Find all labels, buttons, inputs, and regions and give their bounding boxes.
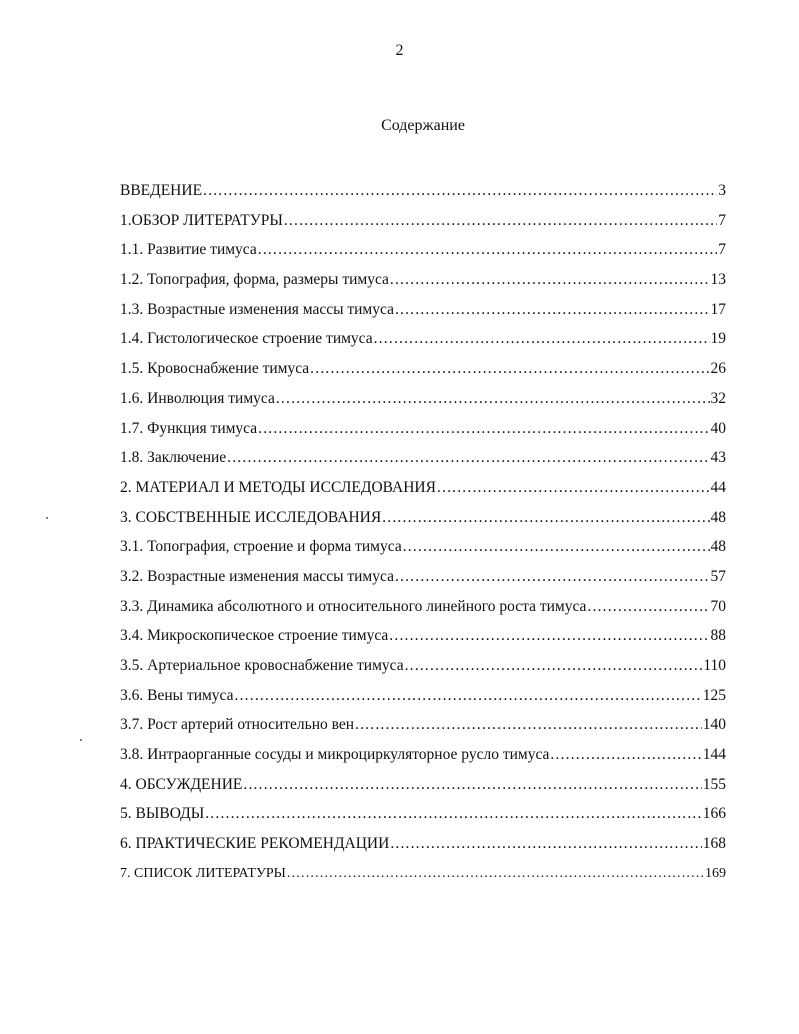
toc-entry[interactable]	[120, 859, 726, 889]
toc-entry-page: 140	[702, 716, 726, 734]
dot-leader	[203, 176, 717, 206]
toc-entry[interactable]	[120, 562, 726, 592]
toc-entry-page: 7	[718, 211, 726, 229]
toc-entry-label: 1.2. Топография, форма, размеры тимуса	[120, 271, 389, 289]
toc-entry-page: 19	[710, 330, 726, 348]
toc-entry-label: 3.7. Рост артерий относительно вен	[120, 716, 355, 734]
toc-entry-page: 110	[703, 657, 726, 674]
dot-leader	[390, 829, 701, 859]
toc-entry-page: 13	[710, 271, 726, 289]
toc-entry-page: 48	[710, 538, 726, 556]
toc-entry-label: 1.7. Функция тимуса	[120, 419, 258, 437]
toc-entry-label: 3.4. Микроскопическое строение тимуса	[120, 627, 389, 645]
toc-entry[interactable]	[120, 176, 726, 206]
toc-entry[interactable]	[120, 235, 726, 265]
toc-entry-label: ВВЕДЕНИЕ	[120, 182, 203, 199]
toc-entry[interactable]	[120, 740, 726, 770]
dot-leader	[284, 206, 717, 236]
toc-entry-page: 169	[705, 865, 726, 881]
scan-speck	[46, 517, 48, 519]
toc-entry-page: 40	[710, 419, 726, 437]
dot-leader	[205, 799, 702, 829]
toc-entry-label: 4. ОБСУЖДЕНИЕ	[120, 775, 243, 793]
dot-leader	[243, 770, 701, 800]
toc-entry-label: 1.5. Кровоснабжение тимуса	[120, 360, 310, 378]
toc-entry[interactable]	[120, 443, 726, 473]
dot-leader	[227, 443, 709, 473]
toc-entry-label: 6. ПРАКТИЧЕСКИЕ РЕКОМЕНДАЦИИ	[120, 835, 390, 853]
toc-entry-label: 1.3. Возрастные изменения массы тимуса	[120, 300, 394, 318]
toc-entry-label: 7. СПИСОК ЛИТЕРАТУРЫ	[120, 865, 286, 881]
toc-entry-page: 70	[710, 597, 726, 615]
toc-entry[interactable]	[120, 414, 726, 444]
toc-entry[interactable]	[120, 770, 726, 800]
toc-entry[interactable]	[120, 829, 726, 859]
toc-entry[interactable]	[120, 354, 726, 384]
toc-entry[interactable]	[120, 473, 726, 503]
dot-leader	[258, 235, 717, 265]
dot-leader	[550, 740, 701, 770]
toc-entry-page: 32	[710, 389, 726, 407]
toc-entry[interactable]	[120, 532, 726, 562]
toc-entry[interactable]	[120, 324, 726, 354]
toc-entry-label: 3.3. Динамика абсолютного и относительного линейного роста тимуса	[120, 597, 587, 615]
toc-entry-label: 1.4. Гистологическое строение тимуса	[120, 330, 373, 348]
toc-entry-page: 43	[710, 449, 726, 467]
toc-entry[interactable]	[120, 651, 726, 681]
dot-leader	[405, 651, 703, 681]
toc-entry-page: 144	[702, 746, 726, 764]
dot-leader	[395, 295, 710, 325]
toc-entry-label: 1.8. Заключение	[120, 449, 227, 467]
toc-entry[interactable]	[120, 206, 726, 236]
toc-entry[interactable]	[120, 592, 726, 622]
dot-leader	[382, 503, 709, 533]
dot-leader	[287, 859, 704, 889]
toc-entry-page: 168	[702, 835, 726, 853]
toc-entry[interactable]	[120, 621, 726, 651]
dot-leader	[587, 592, 709, 622]
toc-entry[interactable]	[120, 710, 726, 740]
toc-entry-page: 57	[710, 567, 726, 585]
toc-entry[interactable]	[120, 384, 726, 414]
dot-leader	[310, 354, 709, 384]
dot-leader	[276, 384, 710, 414]
toc-entry-page: 7	[718, 241, 726, 259]
toc-entry[interactable]	[120, 295, 726, 325]
toc-entry-label: 3.2. Возрастные изменения массы тимуса	[120, 567, 394, 585]
toc-entry-page: 125	[702, 686, 726, 704]
toc-entry-label: 3.8. Интраорганные сосуды и микроциркуляторное русло тимуса	[120, 746, 550, 764]
dot-leader	[374, 324, 710, 354]
toc-entry-page: 44	[710, 478, 726, 496]
dot-leader	[403, 532, 710, 562]
dot-leader	[390, 265, 710, 295]
dot-leader	[355, 710, 702, 740]
toc-entry-page: 88	[710, 627, 726, 645]
dot-leader	[258, 414, 709, 444]
toc-entry-label: 2. МАТЕРИАЛ И МЕТОДЫ ИССЛЕДОВАНИЯ	[120, 478, 436, 496]
toc-entry-label: 5. ВЫВОДЫ	[120, 805, 205, 823]
table-of-contents	[120, 176, 726, 889]
toc-entry-label: 3. СОБСТВЕННЫЕ ИССЛЕДОВАНИЯ	[120, 508, 382, 526]
toc-entry-page: 3	[718, 182, 726, 199]
dot-leader	[235, 681, 702, 711]
toc-entry-label: 1.6. Инволюция тимуса	[120, 389, 275, 407]
toc-entry-label: 1.1. Развитие тимуса	[120, 241, 257, 259]
dot-leader	[389, 621, 709, 651]
page-title: Содержание	[381, 117, 465, 134]
toc-entry[interactable]	[120, 681, 726, 711]
toc-entry-page: 155	[702, 775, 726, 793]
toc-entry-label: 3.6. Вены тимуса	[120, 686, 234, 704]
toc-entry-label: 1.ОБЗОР ЛИТЕРАТУРЫ	[120, 211, 283, 229]
dot-leader	[437, 473, 710, 503]
page-number: 2	[395, 42, 404, 59]
scan-speck	[80, 739, 82, 741]
toc-entry-page: 17	[710, 300, 726, 318]
toc-entry[interactable]	[120, 799, 726, 829]
toc-entry-label: 3.1. Топография, строение и форма тимуса	[120, 538, 402, 556]
toc-entry[interactable]	[120, 503, 726, 533]
toc-entry-label: 3.5. Артериальное кровоснабжение тимуса	[120, 657, 404, 674]
toc-entry-page: 48	[710, 508, 726, 526]
toc-entry[interactable]	[120, 265, 726, 295]
dot-leader	[395, 562, 710, 592]
toc-entry-page: 166	[702, 805, 726, 823]
toc-entry-page: 26	[710, 360, 726, 378]
